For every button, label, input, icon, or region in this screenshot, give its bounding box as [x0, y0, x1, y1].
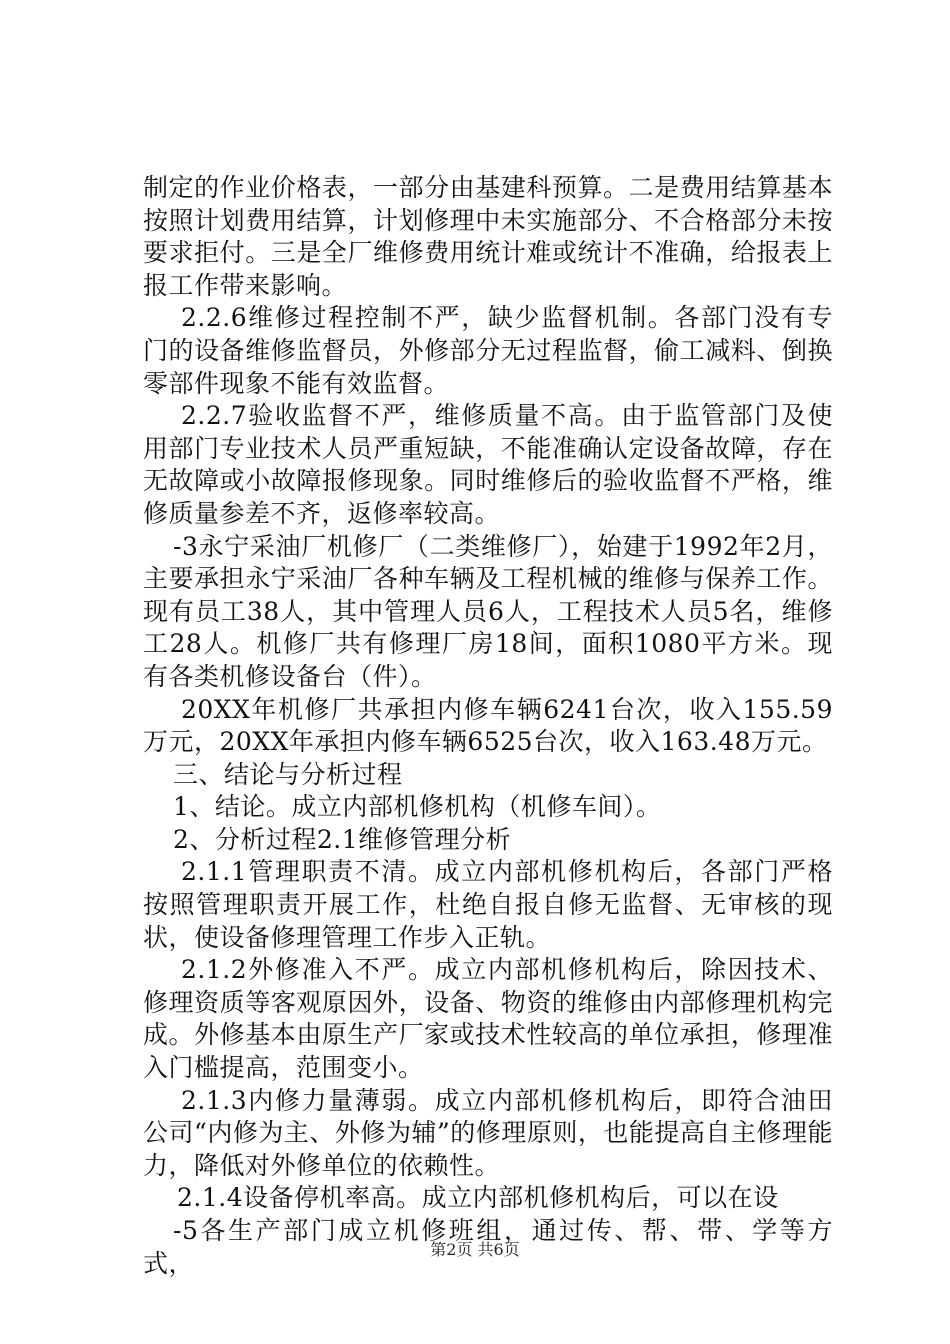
paragraph-repair-teams: -5各生产部门成立机修班组，通过传、帮、带、学等方式，: [143, 1216, 833, 1278]
paragraph-repair-plant-overview: -3永宁采油厂机修厂（二类维修厂），始建于1992年2月，主要承担永宁采油厂各种车辆及工程机械的维修与保养工作。现有员工38人，其中管理人员6人，工程技术人员5名，维修工28人。机修厂共有修理厂房18间，面积1080平方米。现有各类机修设备台（件）。: [143, 531, 833, 691]
paragraph-repair-income: 20XX年机修厂共承担内修车辆6241台次，收入155.59万元，20XX年承担内修车辆6525台次，收入163.48万元。: [143, 694, 833, 757]
document-body: [143, 172, 833, 1280]
paragraph-2-1-3: 2.1.3内修力量薄弱。成立内部机修机构后，即符合油田公司“内修为主、外修为辅”的修理原则，也能提高自主修理能力，降低对外修单位的依赖性。: [143, 1085, 833, 1180]
paragraph-cost-settlement: 制定的作业价格表，一部分由基建科预算。二是费用结算基本按照计划费用结算，计划修理中未实施部分、不合格部分未按要求拒付。三是全厂维修费用统计难或统计不准确，给报表上报工作带来影响。: [143, 173, 833, 300]
paragraph-2-2-7: 2.2.7验收监督不严，维修质量不高。由于监管部门及使用部门专业技术人员严重短缺，不能准确认定设备故障，存在无故障或小故障报修现象。同时维修后的验收监督不严格，维修质量参差不齐，返修率较高。: [143, 401, 833, 528]
section-heading-conclusion: 三、结论与分析过程: [173, 759, 403, 789]
paragraph-analysis-process: 2、分析过程2.1维修管理分析: [173, 824, 512, 854]
paragraph-2-1-2: 2.1.2外修准入不严。成立内部机修机构后，除因技术、修理资质等客观原因外，设备、物资的维修由内部修理机构完成。外修基本由原生产厂家或技术性较高的单位承担，修理准入门槛提高，范围变小。: [143, 955, 833, 1083]
paragraph-2-2-6: 2.2.6维修过程控制不严，缺少监督机制。各部门没有专门的设备维修监督员，外修部分无过程监督，偷工减料、倒换零部件现象不能有效监督。: [143, 303, 833, 398]
page-number-footer: 第2页 共6页: [430, 1240, 520, 1259]
paragraph-conclusion: 1、结论。成立内部机修机构（机修车间）。: [173, 792, 662, 822]
paragraph-2-1-4: 2.1.4设备停机率高。成立内部机修机构后，可以在设: [177, 1183, 779, 1213]
paragraph-2-1-1: 2.1.1管理职责不清。成立内部机修机构后，各部门严格按照管理职责开展工作，杜绝自报自修无监督、无审核的现状，使设备修理管理工作步入正轨。: [143, 857, 833, 952]
